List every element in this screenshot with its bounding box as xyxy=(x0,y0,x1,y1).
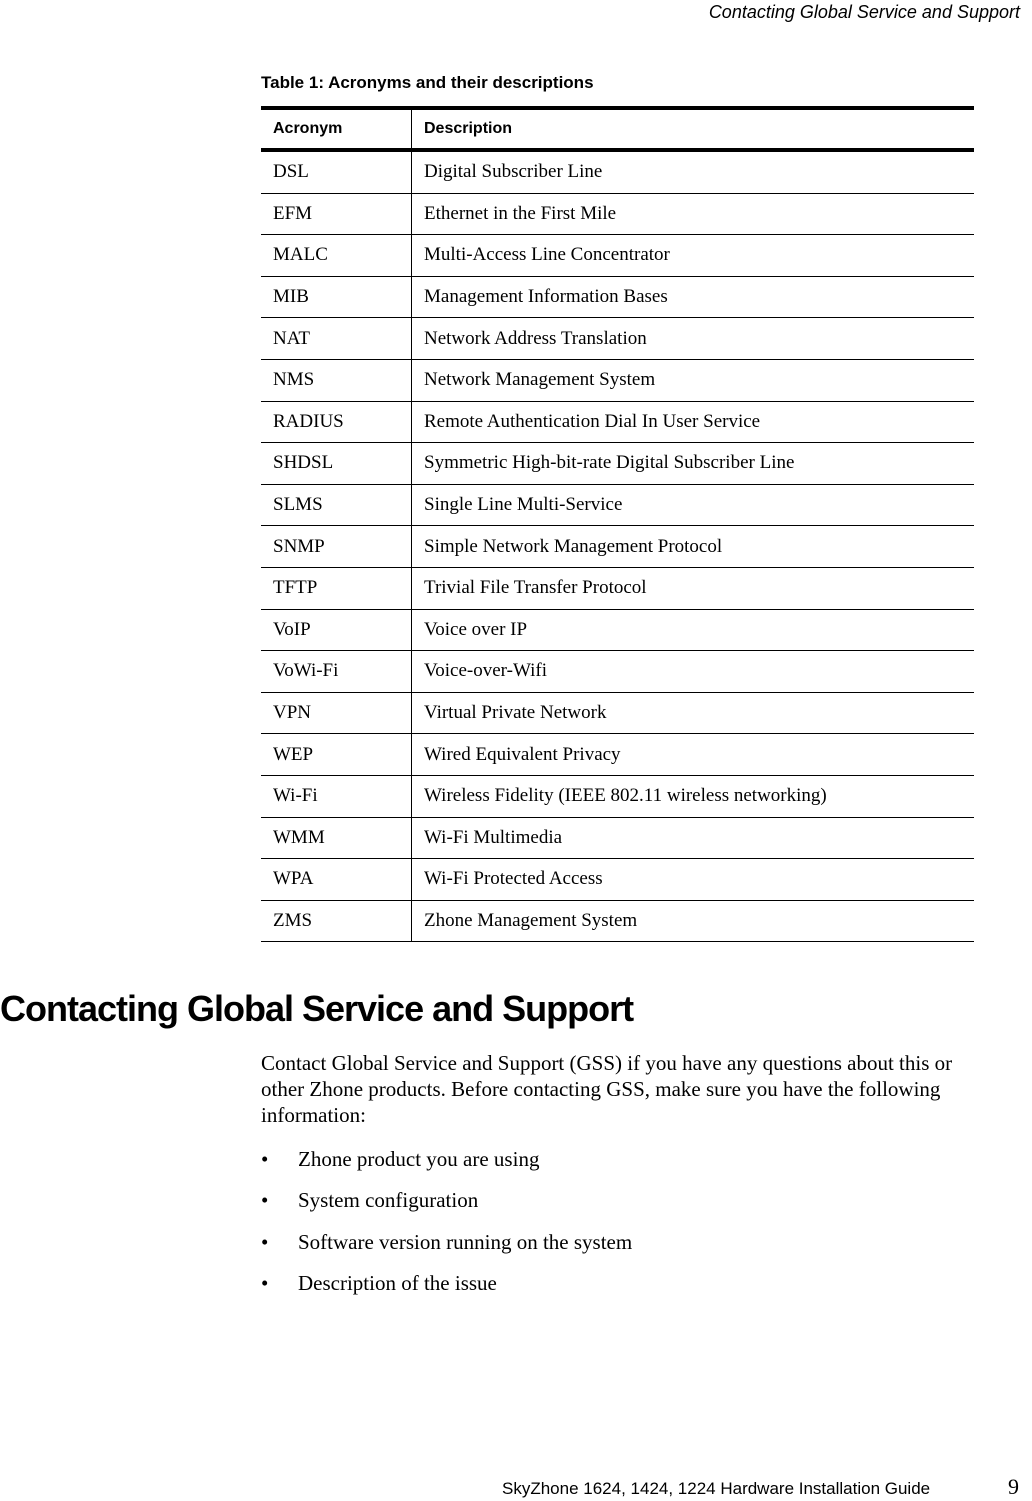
table-row xyxy=(261,775,974,817)
description-cell: Zhone Management System xyxy=(412,900,975,942)
acronym-cell: NAT xyxy=(261,318,412,360)
running-header: Contacting Global Service and Support xyxy=(708,2,1020,22)
description-cell: Wi-Fi Protected Access xyxy=(412,859,975,901)
table-row xyxy=(261,692,974,734)
table-row xyxy=(261,900,974,942)
table-row xyxy=(261,150,974,193)
bullet-icon: • xyxy=(261,1270,269,1295)
acronym-cell: WEP xyxy=(261,734,412,776)
acronym-cell: SHDSL xyxy=(261,443,412,485)
table-row xyxy=(261,817,974,859)
list-item-text: Zhone product you are using xyxy=(298,1147,540,1171)
bullet-icon: • xyxy=(261,1229,269,1254)
acronym-cell: VPN xyxy=(261,692,412,734)
description-cell: Simple Network Management Protocol xyxy=(412,526,975,568)
list-item-text: Description of the issue xyxy=(298,1270,497,1295)
acronym-cell: ZMS xyxy=(261,900,412,942)
acronym-cell: SLMS xyxy=(261,484,412,526)
description-cell: Voice-over-Wifi xyxy=(412,651,975,693)
list-item xyxy=(261,1187,632,1228)
acronym-cell: MALC xyxy=(261,235,412,277)
acronym-cell: EFM xyxy=(261,193,412,235)
description-cell: Symmetric High-bit-rate Digital Subscriber Line xyxy=(412,443,975,485)
acronym-cell: TFTP xyxy=(261,567,412,609)
table-row xyxy=(261,526,974,568)
section-heading: Contacting Global Service and Support xyxy=(0,988,634,1029)
acronym-cell: DSL xyxy=(261,150,412,193)
table-row xyxy=(261,318,974,360)
table-row xyxy=(261,609,974,651)
intro-paragraph: Contact Global Service and Support (GSS) if you have any questions about this or other Zhone products. Before contacting GSS, make sure you have the following information: xyxy=(261,1051,953,1127)
bullet-icon: • xyxy=(261,1147,269,1171)
table-row xyxy=(261,401,974,443)
page-number: 9 xyxy=(1008,1474,1019,1499)
description-cell: Network Address Translation xyxy=(412,318,975,360)
bullet-icon: • xyxy=(261,1188,269,1213)
description-cell: Network Management System xyxy=(412,359,975,401)
description-cell: Wi-Fi Multimedia xyxy=(412,817,975,859)
table-row xyxy=(261,859,974,901)
running-footer: SkyZhone 1624, 1424, 1224 Hardware Installation Guide xyxy=(502,1479,931,1498)
description-cell: Trivial File Transfer Protocol xyxy=(412,567,975,609)
table-header-row xyxy=(261,108,974,150)
column-header-description: Description xyxy=(412,108,975,150)
description-cell: Multi-Access Line Concentrator xyxy=(412,235,975,277)
acronym-cell: SNMP xyxy=(261,526,412,568)
table-row xyxy=(261,235,974,277)
description-cell: Wired Equivalent Privacy xyxy=(412,734,975,776)
acronym-cell: Wi-Fi xyxy=(261,775,412,817)
acronym-table xyxy=(261,106,974,942)
acronym-cell: VoIP xyxy=(261,609,412,651)
column-header-acronym: Acronym xyxy=(261,108,412,150)
table-row xyxy=(261,484,974,526)
description-cell: Wireless Fidelity (IEEE 802.11 wireless networking) xyxy=(412,775,975,817)
list-item xyxy=(261,1146,632,1187)
list-item-text: System configuration xyxy=(298,1188,479,1213)
acronym-cell: MIB xyxy=(261,276,412,318)
table-row xyxy=(261,359,974,401)
table-caption: Table 1: Acronyms and their descriptions xyxy=(261,73,594,92)
table-row xyxy=(261,567,974,609)
description-cell: Virtual Private Network xyxy=(412,692,975,734)
list-item-text: Software version running on the system xyxy=(298,1229,633,1254)
table-row xyxy=(261,443,974,485)
description-cell: Single Line Multi-Service xyxy=(412,484,975,526)
description-cell: Voice over IP xyxy=(412,609,975,651)
description-cell: Management Information Bases xyxy=(412,276,975,318)
description-cell: Remote Authentication Dial In User Service xyxy=(412,401,975,443)
acronym-cell: RADIUS xyxy=(261,401,412,443)
table-row xyxy=(261,651,974,693)
info-bullet-list xyxy=(261,1146,632,1311)
table-row xyxy=(261,276,974,318)
acronym-cell: WPA xyxy=(261,859,412,901)
description-cell: Ethernet in the First Mile xyxy=(412,193,975,235)
acronym-cell: NMS xyxy=(261,359,412,401)
acronym-cell: VoWi-Fi xyxy=(261,651,412,693)
table-row xyxy=(261,193,974,235)
table-row xyxy=(261,734,974,776)
description-cell: Digital Subscriber Line xyxy=(412,150,975,193)
list-item xyxy=(261,1229,632,1270)
acronym-cell: WMM xyxy=(261,817,412,859)
list-item xyxy=(261,1270,632,1311)
